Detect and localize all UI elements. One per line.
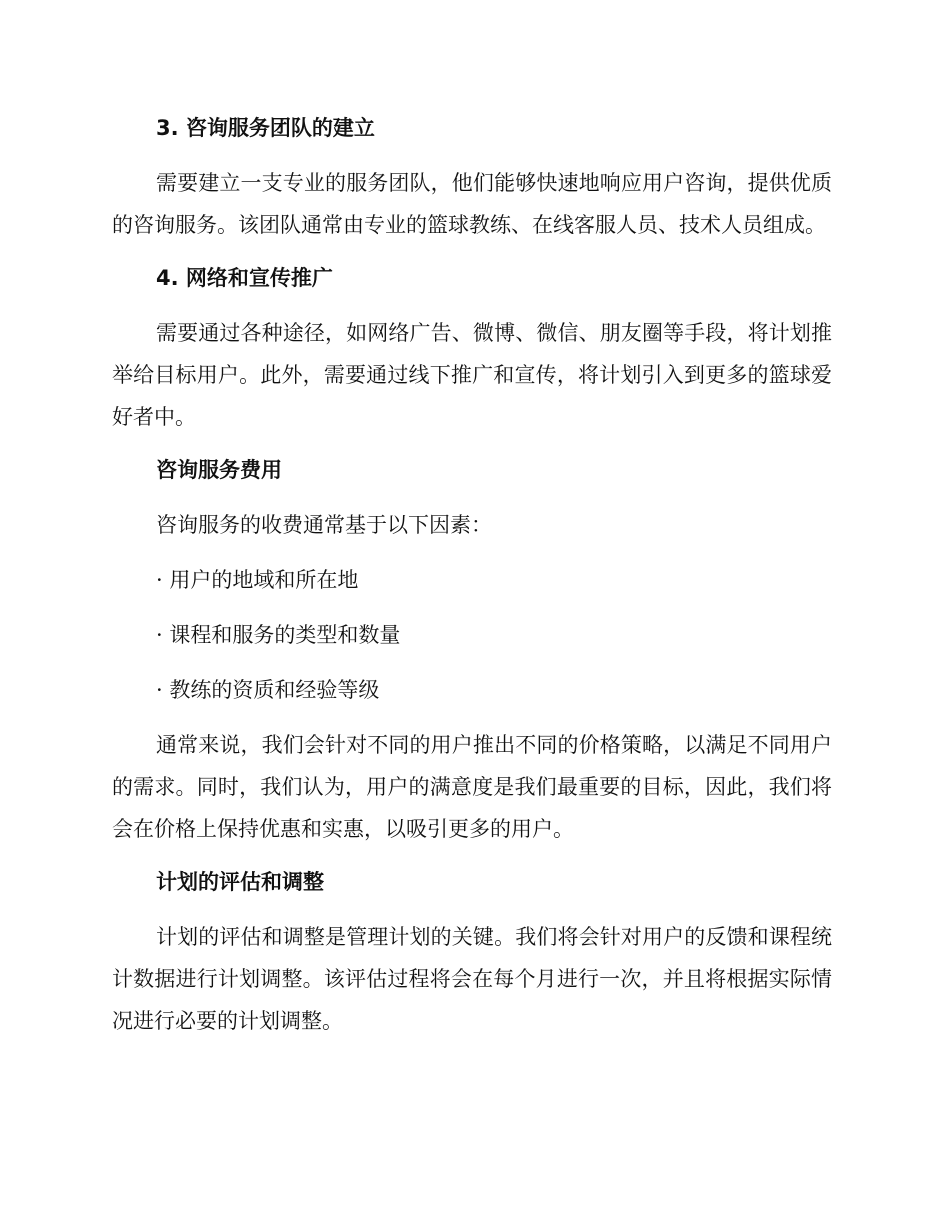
section-paragraph-promotion: 需要通过各种途径，如网络广告、微博、微信、朋友圈等手段，将计划推举给目标用户。此外，需要通过线下推广和宣传，将计划引入到更多的篮球爱好者中。 bbox=[112, 321, 832, 429]
list-item: · 用户的地域和所在地 bbox=[156, 568, 359, 592]
section-paragraph-fees: 通常来说，我们会针对不同的用户推出不同的价格策略，以满足不同用户的需求。同时，我们认为，用户的满意度是我们最重要的目标，因此，我们将会在价格上保持优惠和实惠，以吸引更多的用户。 bbox=[112, 733, 832, 841]
section-paragraph-team: 需要建立一支专业的服务团队，他们能够快速地响应用户咨询，提供优质的咨询服务。该团队通常由专业的篮球教练、在线客服人员、技术人员组成。 bbox=[112, 171, 832, 237]
section-paragraph-evaluation: 计划的评估和调整是管理计划的关键。我们将会针对用户的反馈和课程统计数据进行计划调整。该评估过程将会在每个月进行一次，并且将根据实际情况进行必要的计划调整。 bbox=[112, 925, 832, 1033]
document-body bbox=[112, 108, 832, 1042]
list-item: · 教练的资质和经验等级 bbox=[156, 678, 380, 702]
section-heading-evaluation: 计划的评估和调整 bbox=[156, 870, 324, 894]
section-heading-promotion: 4. 网络和宣传推广 bbox=[156, 266, 333, 290]
section-heading-fees: 咨询服务费用 bbox=[156, 458, 282, 482]
section-intro-fees: 咨询服务的收费通常基于以下因素： bbox=[156, 513, 492, 537]
list-item: · 课程和服务的类型和数量 bbox=[156, 623, 401, 647]
section-heading-team: 3. 咨询服务团队的建立 bbox=[156, 116, 375, 140]
